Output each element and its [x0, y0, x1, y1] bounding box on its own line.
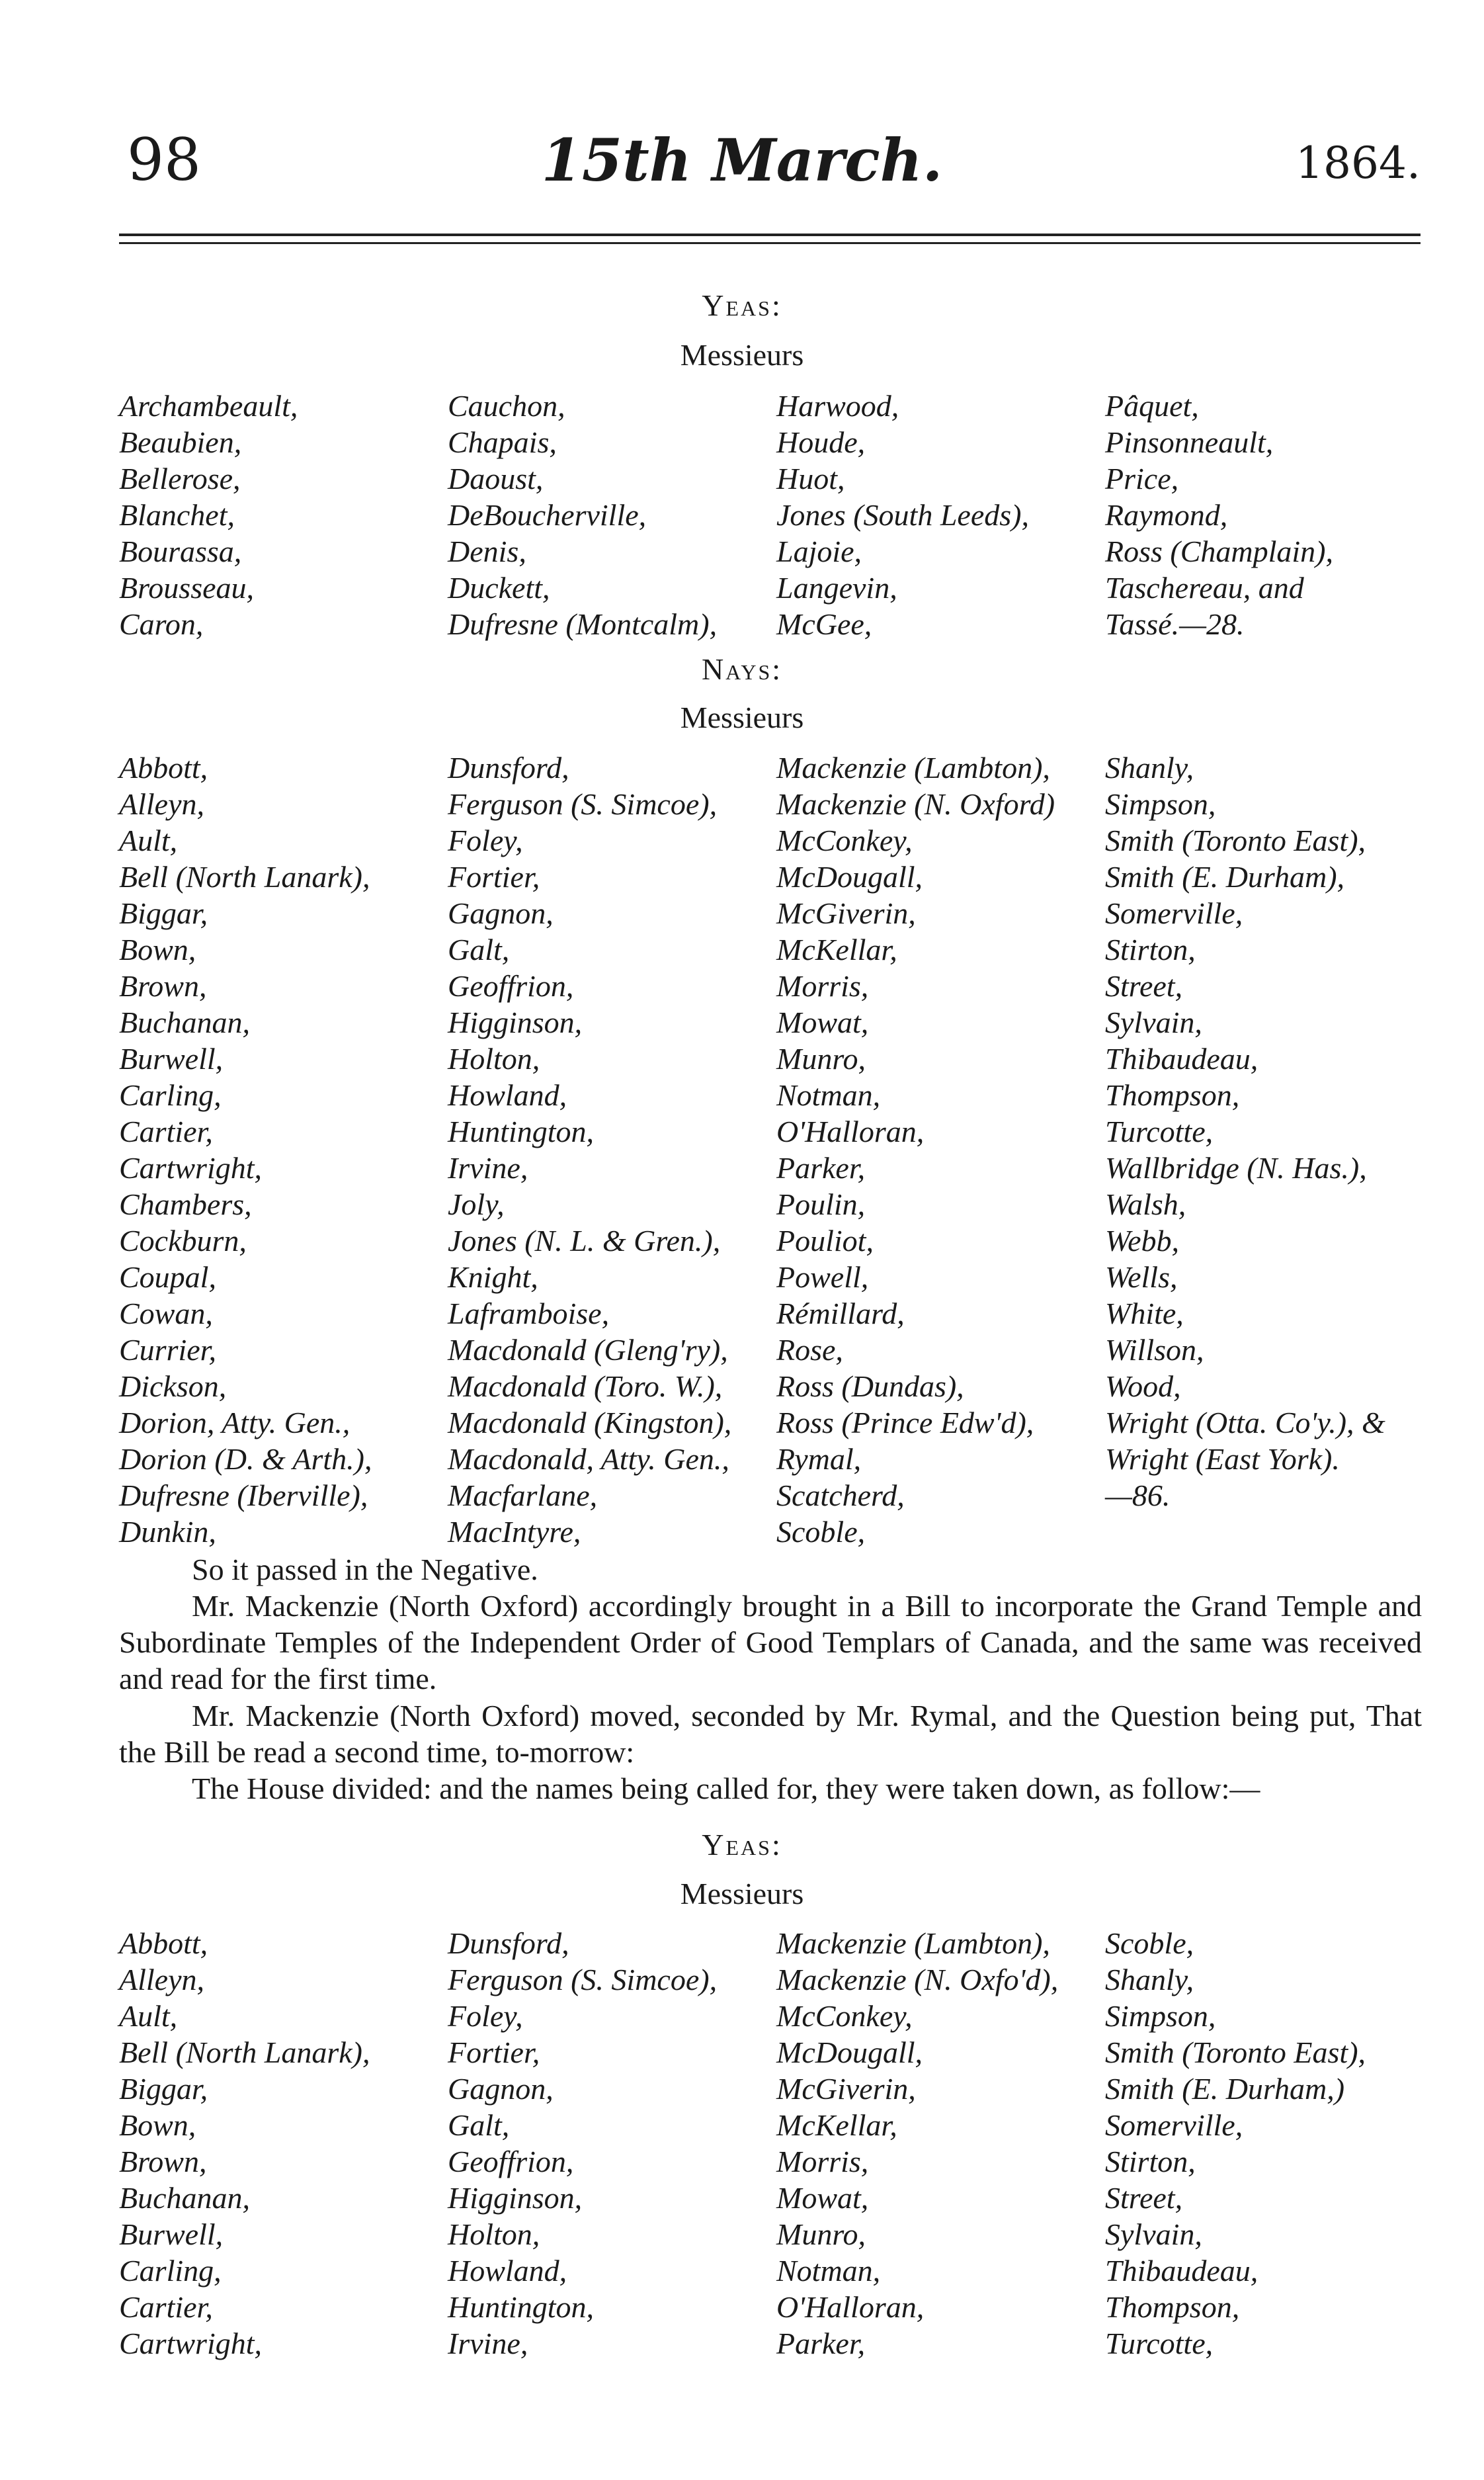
member-name: Thibaudeau, — [1105, 1042, 1258, 1076]
member-name: Macfarlane, — [448, 1478, 598, 1512]
member-name: Gagnon, — [448, 896, 554, 930]
member-name: Street, — [1105, 2181, 1183, 2215]
member-name: Burwell, — [119, 1042, 224, 1076]
member-name: Bell (North Lanark), — [119, 2035, 370, 2069]
member-name: Bell (North Lanark), — [119, 860, 370, 894]
member-name: Biggar, — [119, 896, 208, 930]
member-name: Pâquet, — [1105, 389, 1199, 423]
header-rule — [119, 234, 1421, 236]
member-name: Smith (Toronto East), — [1105, 2035, 1366, 2069]
member-name: Fortier, — [448, 2035, 540, 2069]
member-name: Scatcherd, — [776, 1478, 905, 1512]
member-name: McGee, — [776, 607, 872, 641]
member-name: Dunkin, — [119, 1515, 216, 1549]
member-name: Abbott, — [119, 751, 208, 785]
member-name: Notman, — [776, 1078, 881, 1112]
member-name: Langevin, — [776, 571, 897, 605]
member-name: Brown, — [119, 969, 207, 1003]
member-name: Rémillard, — [776, 1297, 905, 1330]
nays-subheading: Messieurs — [680, 701, 804, 734]
member-name: Ferguson (S. Simcoe), — [448, 787, 718, 821]
member-name: Higginson, — [448, 2181, 583, 2215]
member-name: Geoffrion, — [448, 2145, 574, 2178]
member-name: Huntington, — [448, 2290, 595, 2324]
member-name: Munro, — [776, 1042, 866, 1076]
member-name: Street, — [1105, 969, 1183, 1003]
yeas-heading-2: Yeas: — [702, 1828, 782, 1861]
header-rule-thin — [119, 242, 1421, 244]
member-name: Holton, — [448, 1042, 540, 1076]
member-name: Dufresne (Iberville), — [119, 1478, 368, 1512]
member-name: Tassé.—28. — [1105, 607, 1245, 641]
member-name: Macdonald, Atty. Gen., — [448, 1442, 729, 1476]
member-name: Chambers, — [119, 1187, 252, 1221]
member-name: Wallbridge (N. Has.), — [1105, 1151, 1367, 1185]
member-name: Poulin, — [776, 1187, 866, 1221]
member-name: Sylvain, — [1105, 2217, 1202, 2251]
member-name: Cockburn, — [119, 1224, 247, 1258]
member-name: Caron, — [119, 607, 204, 641]
member-name: Jones (N. L. & Gren.), — [448, 1224, 721, 1258]
member-name: O'Halloran, — [776, 1115, 925, 1148]
yeas-heading: Yeas: — [702, 288, 782, 322]
bill-paragraph: Mr. Mackenzie (North Oxford) accordingly brought in a Bill to incorporate the Grand Temple and Subordinate Temples of the Independent Order of Good Templars of Canada, and the same was received and read for the first time. — [119, 1589, 1422, 1695]
member-name: Wood, — [1105, 1369, 1181, 1403]
member-name: Cartwright, — [119, 1151, 263, 1185]
member-name: Duckett, — [448, 571, 550, 605]
member-name: Macdonald (Kingston), — [448, 1406, 732, 1439]
member-name: Notman, — [776, 2254, 881, 2288]
member-name: Buchanan, — [119, 1005, 251, 1039]
member-name: Morris, — [776, 2145, 869, 2178]
member-name: Morris, — [776, 969, 869, 1003]
member-name: Munro, — [776, 2217, 866, 2251]
member-name: McDougall, — [776, 2035, 923, 2069]
member-name: Currier, — [119, 1333, 216, 1367]
member-name: Archambeault, — [119, 389, 298, 423]
member-name: Thibaudeau, — [1105, 2254, 1258, 2288]
member-name: Daoust, — [448, 462, 544, 495]
member-name: Dorion (D. & Arth.), — [119, 1442, 372, 1476]
member-name: Irvine, — [448, 2327, 528, 2360]
member-name: Smith (E. Durham), — [1105, 860, 1345, 894]
member-name: Cartier, — [119, 2290, 213, 2324]
member-name: Lajoie, — [776, 534, 862, 568]
member-name: Wright (East York). — [1105, 1442, 1340, 1476]
member-name: Ferguson (S. Simcoe), — [448, 1963, 718, 1996]
member-name: Shanly, — [1105, 751, 1194, 785]
motion-paragraph: Mr. Mackenzie (North Oxford) moved, seconded by Mr. Rymal, and the Question being put, That the Bill be read a second time, to-morrow: — [119, 1699, 1422, 1769]
member-name: McGiverin, — [776, 896, 916, 930]
nays-heading: Nays: — [701, 652, 783, 686]
member-name: Turcotte, — [1105, 1115, 1214, 1148]
member-name: Ross (Champlain), — [1105, 534, 1333, 568]
member-name: Stirton, — [1105, 933, 1196, 966]
member-name: Howland, — [448, 2254, 567, 2288]
page-header — [0, 126, 1484, 212]
member-name: Carling, — [119, 1078, 222, 1112]
member-name: Raymond, — [1105, 498, 1228, 532]
member-name: Brousseau, — [119, 571, 255, 605]
page-year: 1864. — [1296, 138, 1421, 189]
member-name: Chapais, — [448, 425, 557, 459]
member-name: Abbott, — [119, 1926, 208, 1960]
member-name: Ross (Dundas), — [776, 1369, 964, 1403]
member-name: Price, — [1105, 462, 1179, 495]
member-name: Knight, — [448, 1260, 538, 1294]
member-name: Rymal, — [776, 1442, 862, 1476]
member-name: Irvine, — [448, 1151, 528, 1185]
member-name: Macdonald (Gleng'ry), — [448, 1333, 728, 1367]
member-name: Foley, — [448, 1999, 523, 2033]
negative-result: So it passed in the Negative. — [192, 1553, 538, 1586]
member-name: Macdonald (Toro. W.), — [448, 1369, 723, 1403]
member-name: Cowan, — [119, 1297, 213, 1330]
member-name: Mackenzie (Lambton), — [776, 751, 1050, 785]
member-name: Mackenzie (N. Oxfo'd), — [776, 1963, 1059, 1996]
page-number: 98 — [127, 126, 201, 194]
member-name: Gagnon, — [448, 2072, 554, 2106]
member-name: Simpson, — [1105, 1999, 1216, 2033]
member-name: Fortier, — [448, 860, 540, 894]
member-name: Scoble, — [1105, 1926, 1194, 1960]
yeas-subheading-2: Messieurs — [680, 1877, 804, 1910]
member-name: Smith (E. Durham,) — [1105, 2072, 1345, 2106]
member-name: Powell, — [776, 1260, 869, 1294]
member-name: —86. — [1105, 1478, 1171, 1512]
member-name: McDougall, — [776, 860, 923, 894]
member-name: McKellar, — [776, 2108, 897, 2142]
member-name: Huntington, — [448, 1115, 595, 1148]
member-name: Rose, — [776, 1333, 843, 1367]
member-name: Galt, — [448, 2108, 510, 2142]
member-name: Buchanan, — [119, 2181, 251, 2215]
member-name: Burwell, — [119, 2217, 224, 2251]
member-name: Thompson, — [1105, 2290, 1240, 2324]
member-name: Cauchon, — [448, 389, 565, 423]
member-name: Harwood, — [776, 389, 899, 423]
yeas-name-list — [119, 388, 1435, 642]
member-name: Thompson, — [1105, 1078, 1240, 1112]
member-name: Walsh, — [1105, 1187, 1186, 1221]
member-name: Blanchet, — [119, 498, 235, 532]
member-name: Ross (Prince Edw'd), — [776, 1406, 1034, 1439]
member-name: Mowat, — [776, 2181, 869, 2215]
member-name: Houde, — [776, 425, 866, 459]
member-name: Beaubien, — [119, 425, 242, 459]
member-name: Somerville, — [1105, 2108, 1243, 2142]
member-name: Scoble, — [776, 1515, 866, 1549]
member-name: Stirton, — [1105, 2145, 1196, 2178]
member-name: Pouliot, — [776, 1224, 874, 1258]
member-name: White, — [1105, 1297, 1184, 1330]
member-name: Cartier, — [119, 1115, 213, 1148]
member-name: Holton, — [448, 2217, 540, 2251]
member-name: Sylvain, — [1105, 1005, 1202, 1039]
member-name: Shanly, — [1105, 1963, 1194, 1996]
member-name: MacIntyre, — [448, 1515, 581, 1549]
member-name: Dorion, Atty. Gen., — [119, 1406, 350, 1439]
member-name: McConkey, — [776, 1999, 913, 2033]
member-name: Ault, — [119, 824, 178, 857]
member-name: O'Halloran, — [776, 2290, 925, 2324]
member-name: Mackenzie (N. Oxford) — [776, 787, 1055, 821]
member-name: Cartwright, — [119, 2327, 263, 2360]
member-name: Bourassa, — [119, 534, 242, 568]
member-name: Simpson, — [1105, 787, 1216, 821]
member-name: Webb, — [1105, 1224, 1180, 1258]
member-name: Carling, — [119, 2254, 222, 2288]
member-name: Laframboise, — [448, 1297, 610, 1330]
member-name: Denis, — [448, 534, 526, 568]
member-name: Higginson, — [448, 1005, 583, 1039]
division-paragraph: The House divided: and the names being called for, they were taken down, as follow:— — [192, 1772, 1260, 1805]
member-name: Taschereau, and — [1105, 571, 1304, 605]
member-name: McKellar, — [776, 933, 897, 966]
member-name: Willson, — [1105, 1333, 1204, 1367]
member-name: Mowat, — [776, 1005, 869, 1039]
member-name: Dunsford, — [448, 1926, 569, 1960]
yeas-subheading: Messieurs — [680, 338, 804, 372]
member-name: Parker, — [776, 1151, 866, 1185]
member-name: Bown, — [119, 933, 196, 966]
member-name: Alleyn, — [119, 1963, 204, 1996]
member-name: DeBoucherville, — [448, 498, 647, 532]
member-name: McConkey, — [776, 824, 913, 857]
member-name: Huot, — [776, 462, 845, 495]
member-name: Geoffrion, — [448, 969, 574, 1003]
member-name: Brown, — [119, 2145, 207, 2178]
member-name: Foley, — [448, 824, 523, 857]
member-name: Joly, — [448, 1187, 505, 1221]
member-name — [1105, 1514, 1435, 1550]
member-name: Dufresne (Montcalm), — [448, 607, 718, 641]
member-name: Turcotte, — [1105, 2327, 1214, 2360]
member-name: Smith (Toronto East), — [1105, 824, 1366, 857]
member-name: Biggar, — [119, 2072, 208, 2106]
member-name: Bellerose, — [119, 462, 241, 495]
member-name: Dunsford, — [448, 751, 569, 785]
member-name: Howland, — [448, 1078, 567, 1112]
yeas-name-list-2 — [119, 1925, 1435, 2362]
page-date: 15th March. — [541, 126, 943, 194]
nays-name-list — [119, 749, 1435, 1550]
member-name: Wright (Otta. Co'y.), & — [1105, 1406, 1385, 1439]
member-name: Jones (South Leeds), — [776, 498, 1029, 532]
member-name: Ault, — [119, 1999, 178, 2033]
member-name: Parker, — [776, 2327, 866, 2360]
member-name: Pinsonneault, — [1105, 425, 1274, 459]
member-name: Galt, — [448, 933, 510, 966]
member-name: Coupal, — [119, 1260, 216, 1294]
member-name: McGiverin, — [776, 2072, 916, 2106]
member-name: Alleyn, — [119, 787, 204, 821]
member-name: Wells, — [1105, 1260, 1178, 1294]
member-name: Somerville, — [1105, 896, 1243, 930]
member-name: Dickson, — [119, 1369, 227, 1403]
member-name: Mackenzie (Lambton), — [776, 1926, 1050, 1960]
member-name: Bown, — [119, 2108, 196, 2142]
